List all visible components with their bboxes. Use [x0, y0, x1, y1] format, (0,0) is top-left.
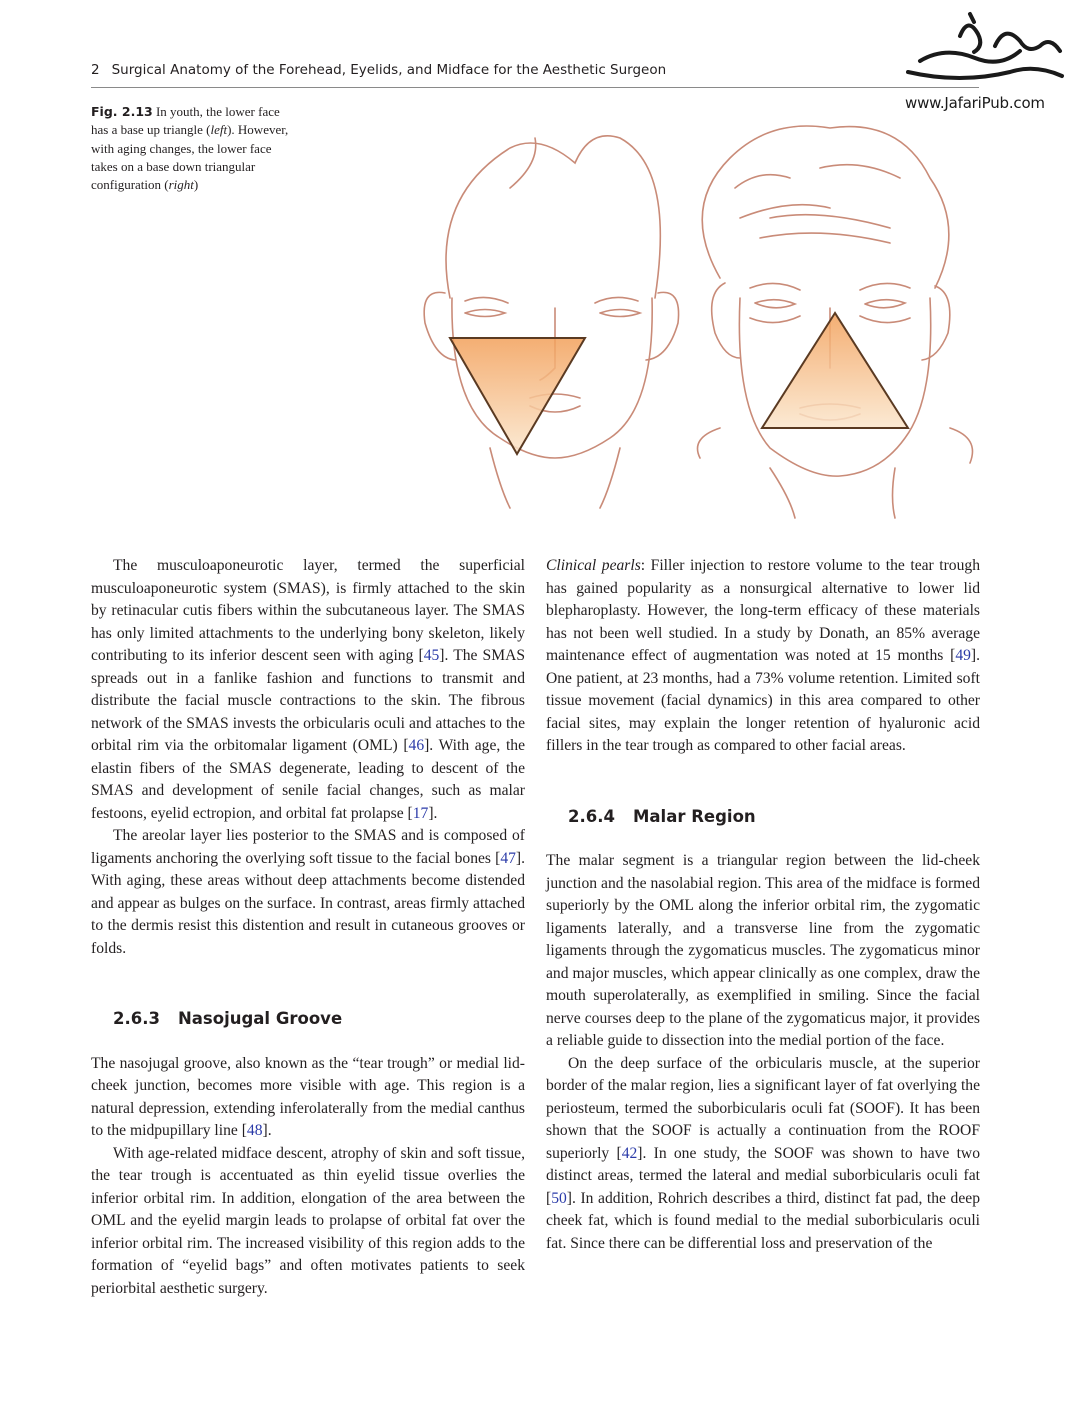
page-number: 2 — [91, 62, 100, 78]
paragraph-malar: The malar segment is a triangular region between the lid-cheek junction and the nasolabial region. This area of the midface is formed superiorly by the OML along the inferior orbital rim, the zygomatic ligaments laterally, and a transverse line from the zygomatic ligaments through the zygomaticus muscles. The zygomaticus minor and major muscles, which appear clinically as one complex, draw the mouth superolaterally, as exemplified in smiling. Since the facial nerve courses deep to the plane of the zygomaticus major, it provides a reliable guide to dissection into the medial portion of the face. — [546, 852, 980, 1049]
running-head-title: Surgical Anatomy of the Forehead, Eyelids, and Midface for the Aesthetic Surgeon — [111, 62, 667, 78]
citation-link[interactable]: 49 — [955, 647, 971, 664]
running-head — [91, 62, 666, 78]
citation-link[interactable]: 48 — [246, 1122, 263, 1139]
section-heading-263: 2.6.3 Nasojugal Groove — [113, 1009, 343, 1028]
paragraph-soof: On the deep surface of the orbicularis muscle, at the superior border of the malar region, lies a significant layer of fat overlying the periosteum, termed the suborbicularis oculi fat (SOOF). It has been shown that the SOOF is actually a continuation from the ROOF superiorly [42]. In one study, the SOOF was shown to have two distinct areas, termed the lateral and medial suborbicularis oculi fat [50]. In addition, Rohrich describes a third, distinct fat pad, the deep cheek fat, which is found medial to the medial suborbicularis oculi fat. Since there can be differential loss and preservation of the — [546, 1054, 980, 1252]
header-rule — [91, 87, 979, 88]
right-column — [546, 555, 980, 1255]
paragraph-areolar: The areolar layer lies posterior to the SMAS and is composed of ligaments anchoring the overlying soft tissue to the facial bones [47]. With aging, these areas without deep attachments become distended and appear as bulges on the surface. In contrast, areas firmly attached to the dermis resist this distention and result in cutaneous grooves or folds. — [91, 827, 525, 957]
paragraph-clinical-pearls: Clinical pearls: Filler injection to restore volume to the tear trough has gained popularity as a nonsurgical alternative to lower lid blepharoplasty. However, the long-term efficacy of these materials has not been well studied. In a study by Donath, an 85% average maintenance effect of augmentation was noted at 15 months [49]. One patient, at 23 months, had a 73% volume retention. Limited soft tissue movement (facial dynamics) in this area compared to other facial sites, may explain the longer retention of hyaluronic acid fillers in the tear trough as compared to other facial areas. — [546, 557, 980, 754]
young-face — [424, 136, 678, 508]
citation-link[interactable]: 50 — [551, 1189, 567, 1207]
figure-caption — [91, 103, 291, 194]
caption-text: ) — [193, 177, 199, 193]
caption-text: In youth, the lower face has a base up triangle ( — [91, 104, 280, 138]
citation-link[interactable]: 17 — [412, 804, 429, 822]
paragraph-nasojugal: The nasojugal groove, also known as the “tear trough” or medial lid-cheek junction, becomes more visible with age. This region is a natural depression, extending inferolaterally from the medial canthus to the midpupillary line [48]. — [91, 1054, 525, 1139]
left-column — [91, 555, 525, 1300]
face-aging-illustration — [390, 108, 1030, 528]
publisher-logo — [900, 6, 1070, 110]
caption-text: ). However, with aging changes, the lower face takes on a base down triangular configuration ( — [91, 122, 289, 193]
citation-link[interactable]: 46 — [408, 737, 425, 754]
young-base-up-triangle — [450, 338, 585, 454]
paragraph-smas: The musculoaponeurotic layer, termed the superficial musculoaponeurotic system (SMAS), is firmly attached to the skin by retinacular cutis fibers within the subcutaneous layer. The SMAS has only limited attachments to the underlying bony skeleton, likely contributing to its inferior descent seen with aging [45]. The SMAS spreads out in a fanlike fashion and functions to transmit and distribute the facial muscle contractions to the skin. The fibrous network of the SMAS invests the orbicularis oculi and attaches to the orbital rim via the orbitomalar ligament (OML) [46]. With age, the elastin fibers of the SMAS degenerate, leading to descent of the SMAS and development of senile facial changes, such as malar festoons, eyelid ectropion, and orbital fat prolapse [17]. — [91, 557, 526, 822]
caption-right: right — [168, 177, 194, 193]
citation-link[interactable]: 42 — [621, 1144, 638, 1162]
citation-link[interactable]: 45 — [423, 647, 440, 664]
caption-left: left — [210, 122, 228, 138]
older-base-down-triangle — [762, 313, 908, 428]
calligraphy-logo-icon — [900, 6, 1070, 96]
figure-label: Fig. 2.13 — [91, 104, 153, 119]
citation-link[interactable]: 47 — [500, 849, 516, 867]
section-heading-264: 2.6.4 Malar Region — [568, 806, 756, 826]
paragraph-midface-descent: With age-related midface descent, atrophy of skin and soft tissue, the tear trough is accentuated as thin eyelid tissue overlies the inferior orbital rim. In addition, elongation of the area between the OML and the eyelid margin leads to prolapse of orbital fat over the inferior orbital rim. The increased visibility of this region adds to the formation of “eyelid bags” and often motivates patients to seek periorbital aesthetic surgery. — [91, 1144, 525, 1297]
publisher-url: www.JafariPub.com — [905, 94, 1045, 112]
